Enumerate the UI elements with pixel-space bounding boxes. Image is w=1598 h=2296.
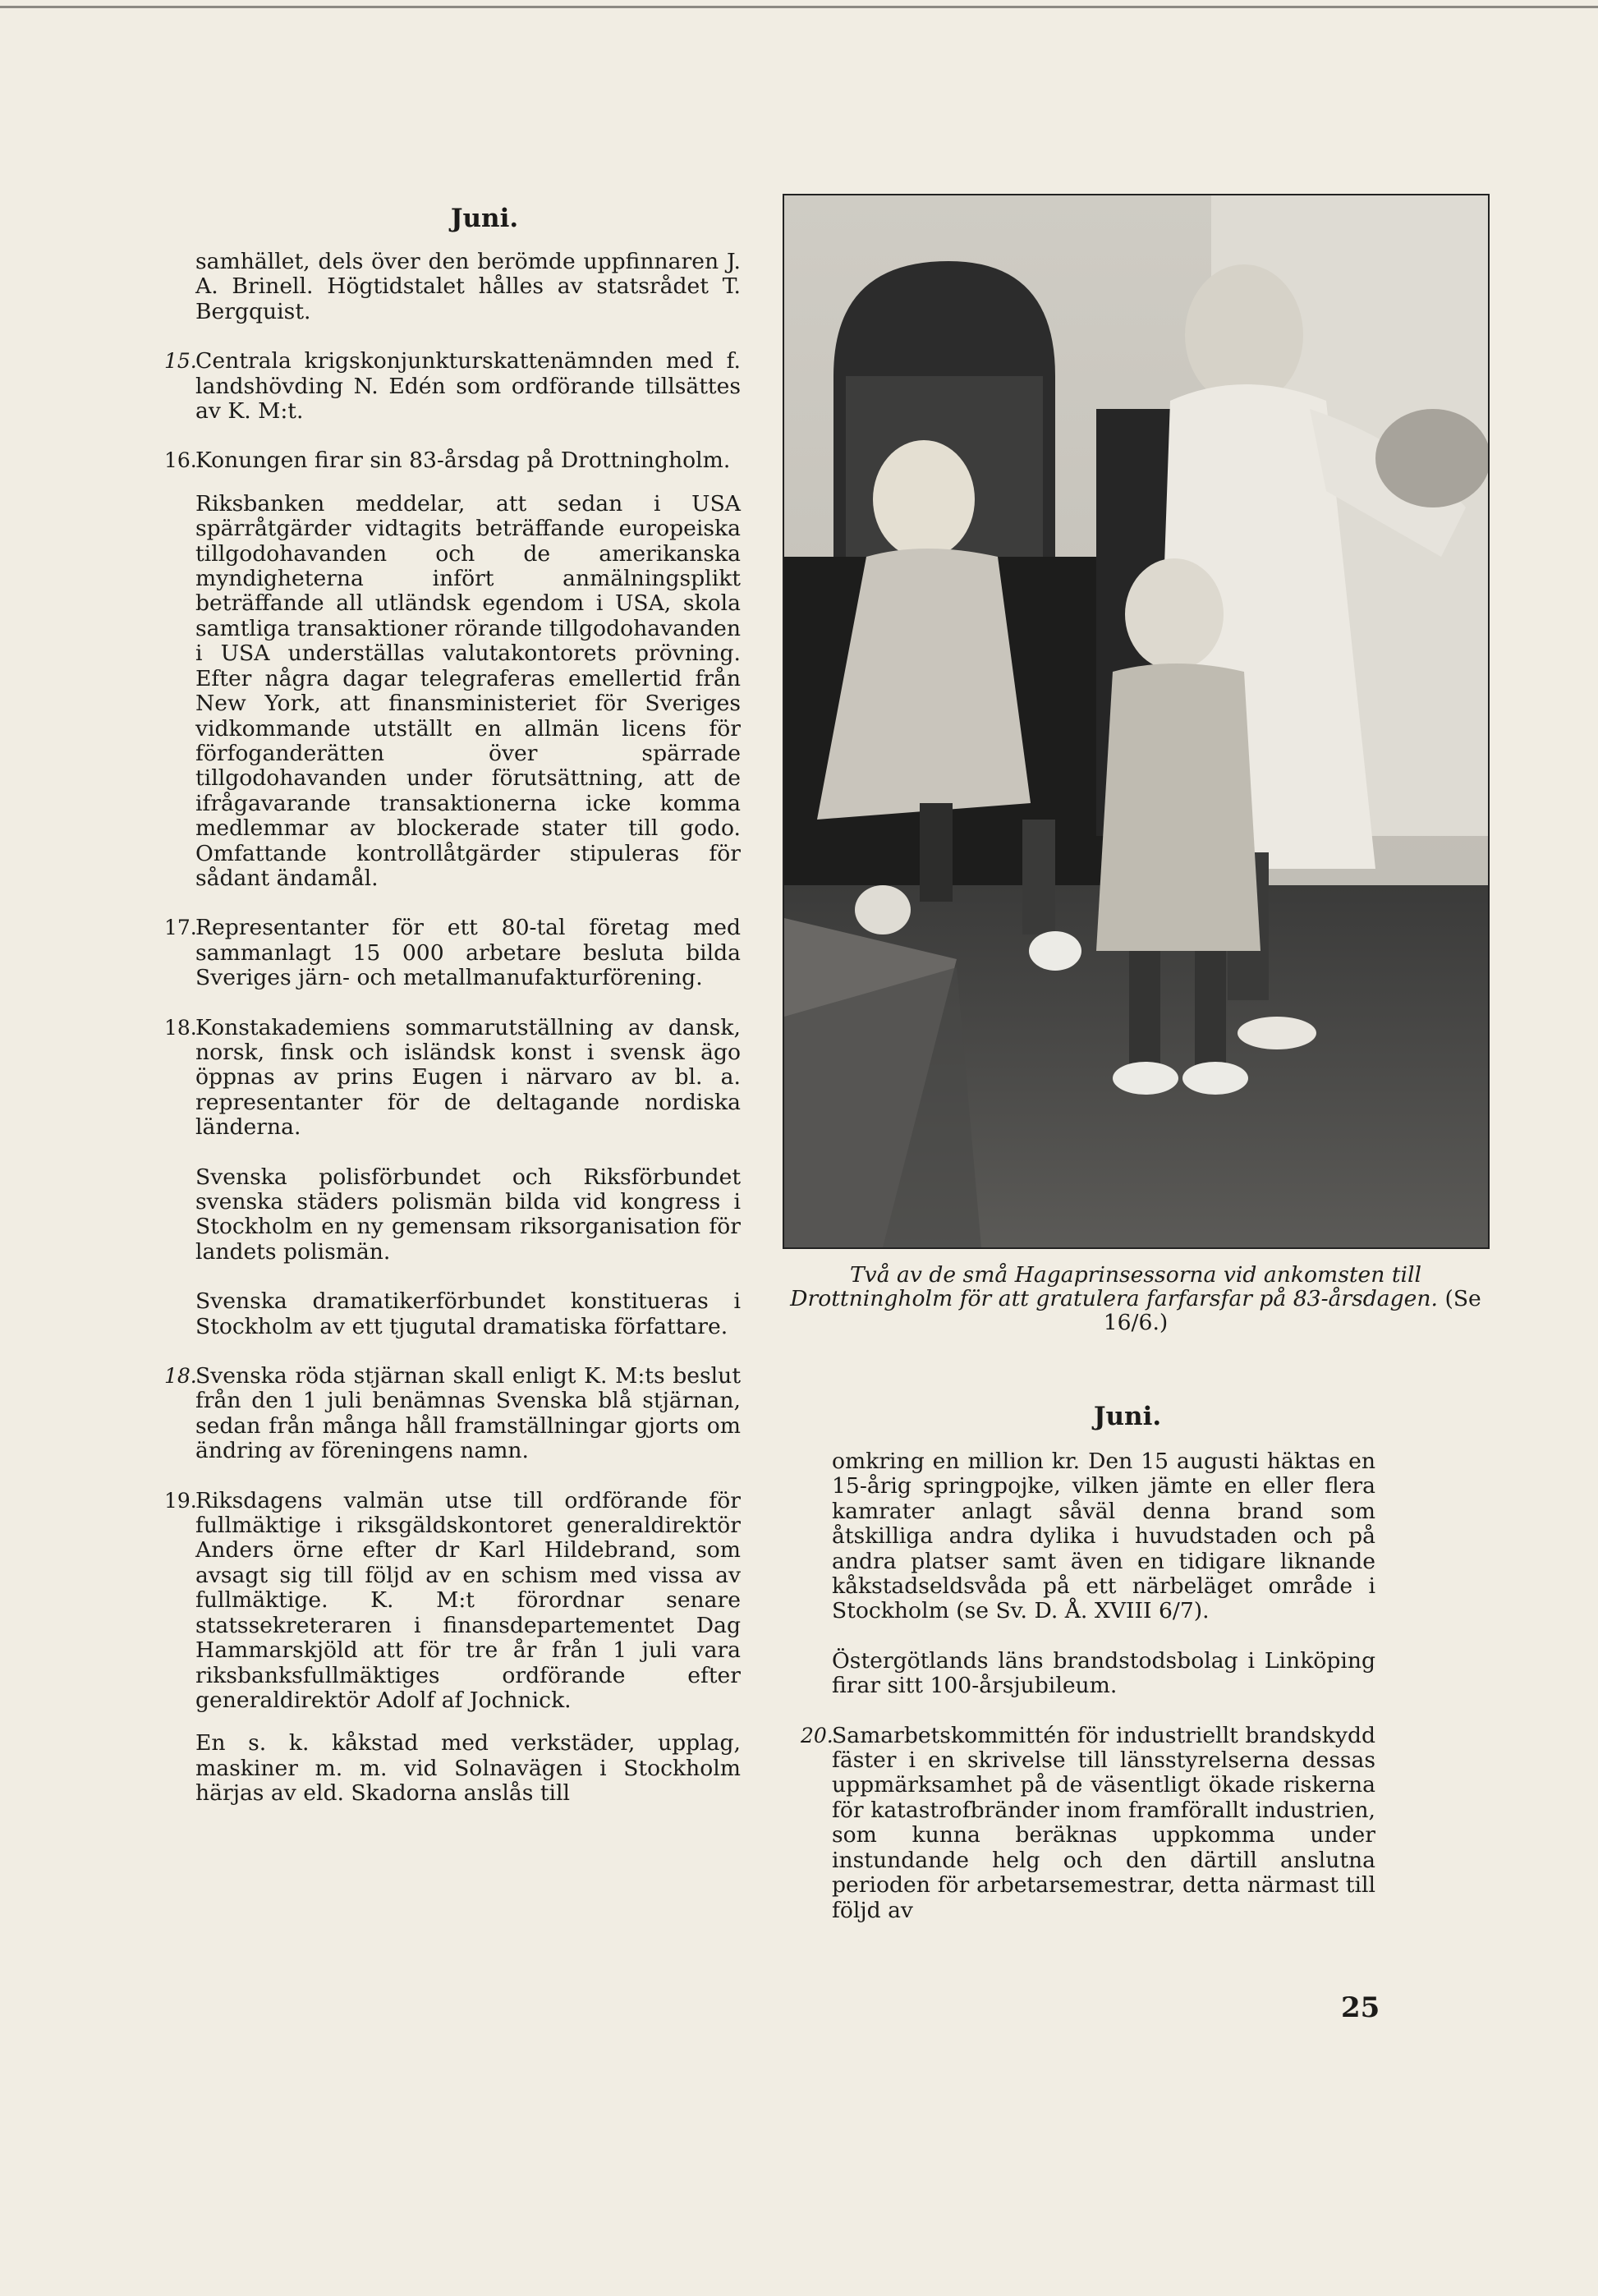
entry-number: 20.	[801, 1723, 833, 1747]
entry-text: En s. k. kåkstad med verkstäder, upplag, maskiner m. m. vid Solnavägen i Stockholm härjas av eld. Skadorna anslås till	[195, 1730, 741, 1807]
entry-text: Svenska polisförbundet och Riksförbundet svenska städers polismän bilda vid kongress i Stockholm en ny gemensam riksorganisation för landets polismän.	[195, 1164, 741, 1265]
caption-reference: (Se 16/6.)	[1103, 1286, 1481, 1335]
entry-text: omkring en million kr. Den 15 augusti häktas en 15-årig springpojke, vilken jämte en eller flera kamrater anlagt såväl denna brand som åtskilliga andra dylika i huvudstaden och på andra platser samt även en tidigare liknande kåkstadseldsvåda på ett närbeläget område i Stockholm (se Sv. D. Å. XVIII 6/7).	[832, 1449, 1375, 1624]
photograph-image	[784, 195, 1488, 1247]
right-column	[801, 1449, 1375, 1948]
entry-roda-stjarnan	[164, 1363, 741, 1464]
right-heading: Juni.	[1093, 1402, 1162, 1431]
top-rule	[0, 6, 1598, 8]
photo-caption	[783, 1263, 1489, 1334]
entry-representanter	[164, 915, 741, 991]
entry-text: Riksbanken meddelar, att sedan i USA spärråtgärder vidtagits beträffande europeiska tillgodohavanden och de amerikanska myndigheterna infört anmälningsplikt beträffande all utländsk egendom i USA, skola samtliga transaktioner rörande tillgodohavanden i USA underställas valutakontorets prövning. Efter några dagar telegraferas emellertid från New York, att finansministeriet för Sveriges vidkommande utställt en allmän licens för förfoganderätten över spärrade tillgodohavanden under förutsättning, att de ifrågavarande transaktionerna icke komma medlemmar av blockerade stater till godo. Omfattande kontrollåtgärder stipuleras för sådant ändamål.	[195, 490, 741, 891]
entry-text: Riksdagens valmän utse till ordförande för fullmäktige i riksgäldskontoret generaldirektör Anders örne efter dr Karl Hildebrand, som avsagt sig till följd av en schism med vissa av fullmäktige. K. M:t förordnar senare statssekreteraren i finansdepartementet Dag Hammarskjöld att för tre år från 1 juli vara riksbanksfullmäktiges ordförande efter generaldirektör Adolf af Jochnick.	[195, 1487, 741, 1713]
entry-number: 19.	[164, 1488, 197, 1513]
photograph	[783, 194, 1490, 1249]
entry-krigskonjunktur	[164, 348, 741, 425]
entry-polisforbundet	[195, 1165, 741, 1265]
entry-text: Östergötlands läns brandstodsbolag i Linköping firar sitt 100-årsjubileum.	[832, 1647, 1375, 1699]
entry-text: Representanter för ett 80-tal företag med sammanlagt 15 000 arbetare besluta bilda Sveriges järn- och metallmanufakturförening.	[195, 915, 741, 991]
entry-number: 18.	[164, 1364, 197, 1389]
left-column	[164, 249, 741, 1831]
entry-number: 17.	[164, 916, 197, 940]
entry-samarbetskommitten	[801, 1722, 1375, 1923]
entry-text: samhället, dels över den berömde uppfinnaren J. A. Brinell. Högtidstalet hålles av statsrådet T. Bergquist.	[195, 249, 741, 324]
entry-text: Konungen firar sin 83-årsdag på Drottningholm.	[195, 448, 731, 474]
left-heading: Juni.	[450, 204, 519, 233]
entry-text: Svenska röda stjärnan skall enligt K. M:ts beslut från den 1 juli benämnas Svenska blå stjärnan, sedan från många håll framställningar gjorts om ändring av föreningens namn.	[195, 1363, 741, 1464]
entry-brinell	[195, 250, 741, 324]
entry-text: Svenska dramatikerförbundet konstitueras i Stockholm av ett tjugutal dramatiska författare.	[195, 1288, 741, 1339]
entry-riksdagens-valman	[164, 1487, 741, 1714]
entry-riksbanken	[195, 492, 741, 892]
entry-text: Samarbetskommittén för industriellt brandskydd fäster i en skrivelse till länsstyrelserna dessas uppmärksamhet på de väsentligt ökade riskerna för katastrofbränder inom framförallt industrien, som kunna beräknas uppkomma under instundande helg och den därtill anslutna perioden för arbetarsemestrar, detta närmast till följd av	[832, 1722, 1375, 1923]
entry-kakstad	[195, 1731, 741, 1806]
entry-number: 15.	[164, 349, 197, 374]
entry-million	[832, 1449, 1375, 1624]
entry-number: 16.	[164, 448, 197, 473]
entry-konungen	[164, 448, 741, 474]
entry-number: 18.	[164, 1015, 197, 1040]
entry-ostergotland	[832, 1649, 1375, 1699]
entry-text: Centrala krigskonjunkturskattenämnden med f. landshövding N. Edén som ordförande tillsättes av K. M:t.	[195, 348, 741, 425]
entry-text: Konstakademiens sommarutställning av dansk, norsk, finsk och isländsk konst i svensk ägo öppnas av prins Eugen i närvaro av bl. a. representanter för de deltagande nordiska länderna.	[195, 1014, 741, 1141]
page-number: 25	[1341, 1991, 1380, 2024]
entry-dramatiker	[195, 1289, 741, 1339]
caption-text: Två av de små Hagaprinsessorna vid ankomsten till Drottningholm för att gratulera farfarsfar på 83-årsdagen.	[790, 1262, 1438, 1311]
entry-konstakademien	[164, 1014, 741, 1141]
